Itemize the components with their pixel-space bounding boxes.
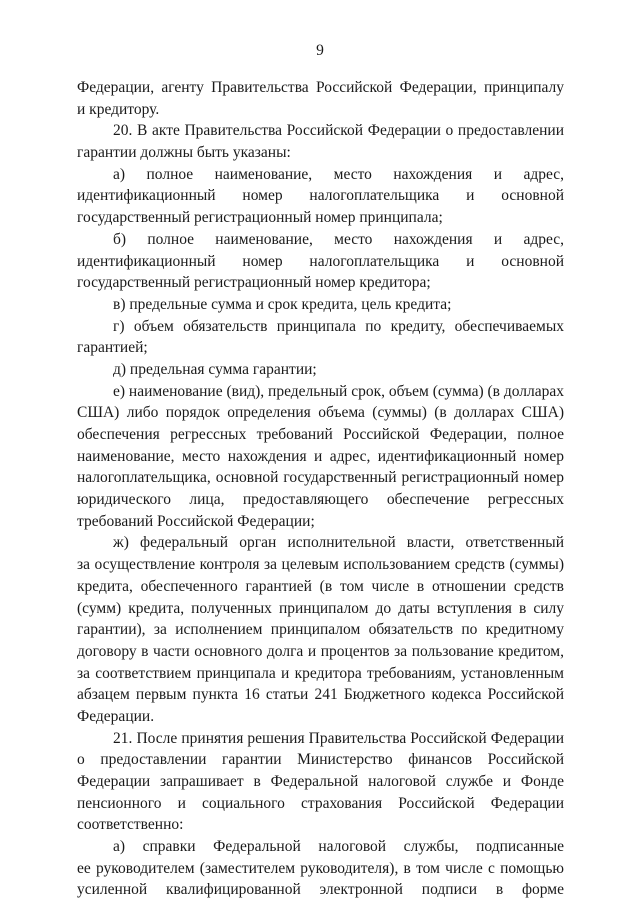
text-line: государственный регистрационный номер кредитора; [77,274,431,292]
text-line: Федерации. [77,707,155,725]
text-line: а) полное наименование, место нахождения и адрес, [113,165,564,183]
text-line: гарантии), за исполнением принципалом обязательств по кредитному [77,621,564,639]
text-line: за соответствием принципала и кредитора требованиям, установленным [77,664,564,682]
text-line: гарантии должны быть указаны: [77,144,291,162]
text-line: 21. После принятия решения Правительства Российской Федерации [113,729,564,747]
text-line: Федерации, агенту Правительства Российской Федерации, принципалу [77,79,564,96]
text-line: обеспечения регрессных требований Российской Федерации, полное [77,426,564,443]
text-line: е) наименование (вид), предельный срок, объем (сумма) (в долларах [113,382,565,400]
text-line: д) предельная сумма гарантии; [113,360,317,378]
text-line: г) объем обязательств принципала по кредиту, обеспечиваемых [113,317,564,335]
text-line: (сумм) кредита, полученных принципалом до даты вступления в силу [77,599,564,617]
text-line: идентификационный номер налогоплательщика и основной [77,252,564,270]
text-line: ж) федеральный орган исполнительной власти, ответственный [113,534,564,552]
text-line: идентификационный номер налогоплательщика и основной [77,187,564,205]
page-number: 9 [316,42,324,59]
text-line: и кредитору. [77,100,160,118]
text-line: договору в части основного долга и процентов за пользование кредитом, [77,642,564,660]
text-line: США) либо порядок определения объема (суммы) (в долларах США) [77,404,564,422]
text-line: государственный регистрационный номер принципала; [77,209,443,227]
text-line: б) полное наименование, место нахождения и адрес, [113,230,564,248]
document-body [77,77,564,901]
text-line: в) предельные сумма и срок кредита, цель кредита; [113,295,452,313]
text-line: требований Российской Федерации; [77,512,315,530]
text-line: юридического лица, предоставляющего обеспечение регрессных [77,491,564,509]
text-line: наименование, место нахождения и адрес, идентификационный номер [77,447,564,465]
text-line: Федерации запрашивает в Федеральной налоговой службе и Фонде [77,773,564,790]
text-line: за осуществление контроля за целевым использованием средств (суммы) [77,556,564,574]
text-line: а) справки Федеральной налоговой службы, подписанные [113,838,564,856]
text-line: 20. В акте Правительства Российской Федерации о предоставлении [113,122,564,140]
text-line: о предоставлении гарантии Министерство финансов Российской [77,751,564,769]
text-line: гарантией; [77,339,148,357]
text-line: ее руководителем (заместителем руководителя), в том числе с помощью [77,859,564,877]
text-line: соответственно: [77,816,184,834]
text-line: усиленной квалифицированной электронной подписи в форме [77,881,564,899]
text-line: абзацем первым пункта 16 статьи 241 Бюджетного кодекса Российской [77,686,564,704]
text-line: пенсионного и социального страхования Российской Федерации [77,794,564,812]
text-line: налогоплательщика, основной государственный регистрационный номер [77,469,564,487]
text-line: кредита, обеспеченного гарантией (в том числе в отношении средств [77,577,564,595]
